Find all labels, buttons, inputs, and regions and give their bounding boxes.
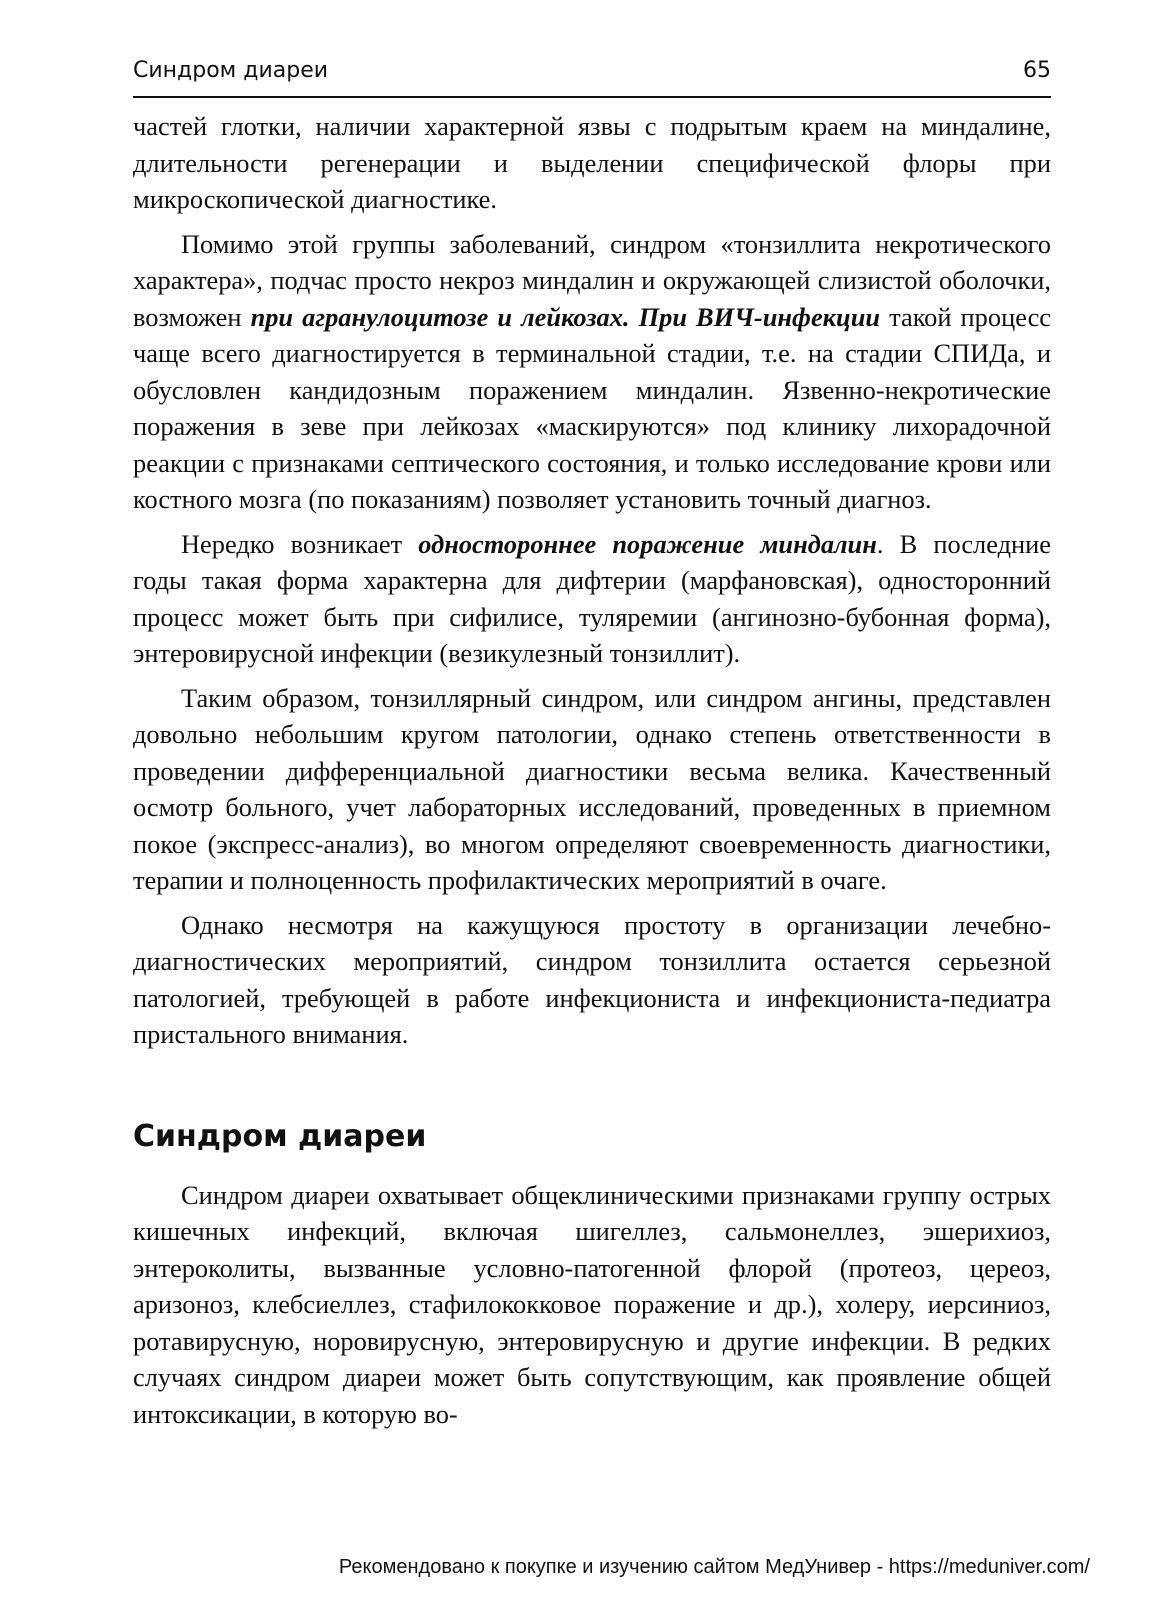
- paragraph-text: Нередко возникает: [181, 528, 419, 559]
- running-head: [133, 52, 1051, 98]
- page-number: 65: [1023, 58, 1051, 83]
- paragraph-text: Помимо этой группы заболеваний, синдром «тонзиллита некротического характера», подчас просто некроз миндалин и окружающей слизистой оболочки, возможен: [133, 228, 1051, 332]
- book-page: [133, 0, 1051, 1600]
- body-text: [133, 108, 1051, 1440]
- paragraph-text: такой процесс чаще всего диагностируется в терминальной стадии, т.е. на стадии СПИДа, и обусловлен кандидозным поражением миндалин. Язвенно-некротические поражения в зеве при лейкозах «маскируются» под клинику лихорадочной реакции с признаками септического состояния, и только исследование крови или костного мозга (по показаниям) позволяет установить точный диагноз.: [133, 301, 1051, 514]
- running-head-title: Синдром диареи: [133, 58, 329, 83]
- paragraph-serious-pathology: Однако несмотря на кажущуюся простоту в организации лечебно-диагностических мероприятий, синдром тонзиллита остается серьезной патологией, требующей в работе инфекциониста и инфекциониста-педиатра пристального внимания.: [133, 909, 1051, 1049]
- paragraph-conclusion: Таким образом, тонзиллярный синдром, или синдром ангины, представлен довольно небольшим кругом патологии, однако степень ответственности в проведении дифференциальной диагностики весьма велика. Качественный осмотр больного, учет лабораторных исследований, проведенных в приемном покое (экспресс-анализ), во многом определяют своевременность диагностики, терапии и полноценность профилактических мероприятий в очаге.: [133, 682, 1051, 895]
- emphasis-text: при агранулоцитозе и лейкозах. При ВИЧ-инфекции: [250, 301, 881, 332]
- section-heading: Синдром диареи: [133, 1118, 427, 1154]
- paragraph-unilateral-lesion: [133, 526, 1051, 672]
- paragraph-diarrhea-syndrome: Синдром диареи охватывает общеклиническими признаками группу острых кишечных инфекций, включая шигеллез, сальмонеллез, эшерихиоз, энтероколиты, вызванные условно-патогенной флорой (протеоз, цереоз, аризоноз, клебсиеллез, стафилококковое поражение и др.), холеру, иерсиниоз, ротавирусную, норовирусную, энтеровирусную и другие инфекции. В редких случаях синдром диареи может быть сопутствующим, как проявление общей интоксикации, в которую во-: [133, 1179, 1051, 1429]
- footer-recommendation: Рекомендовано к покупке и изучению сайтом МедУнивер - https://meduniver.com/: [338, 1556, 1090, 1578]
- paragraph-text: . В последние годы такая форма характерна для дифтерии (марфановская), односторонний процесс может быть при сифилисе, туляремии (ангинозно-бубонная форма), энтеровирусной инфекции (везикулезный тонзиллит).: [133, 528, 1051, 668]
- paragraph-necrotic-tonsillitis: [133, 226, 1051, 518]
- emphasis-text: одностороннее поражение миндалин: [418, 528, 877, 559]
- paragraph-continued: частей глотки, наличии характерной язвы с подрытым краем на миндалине, длительности регенерации и выделении специфической флоры при микроскопической диагностике.: [133, 111, 1051, 214]
